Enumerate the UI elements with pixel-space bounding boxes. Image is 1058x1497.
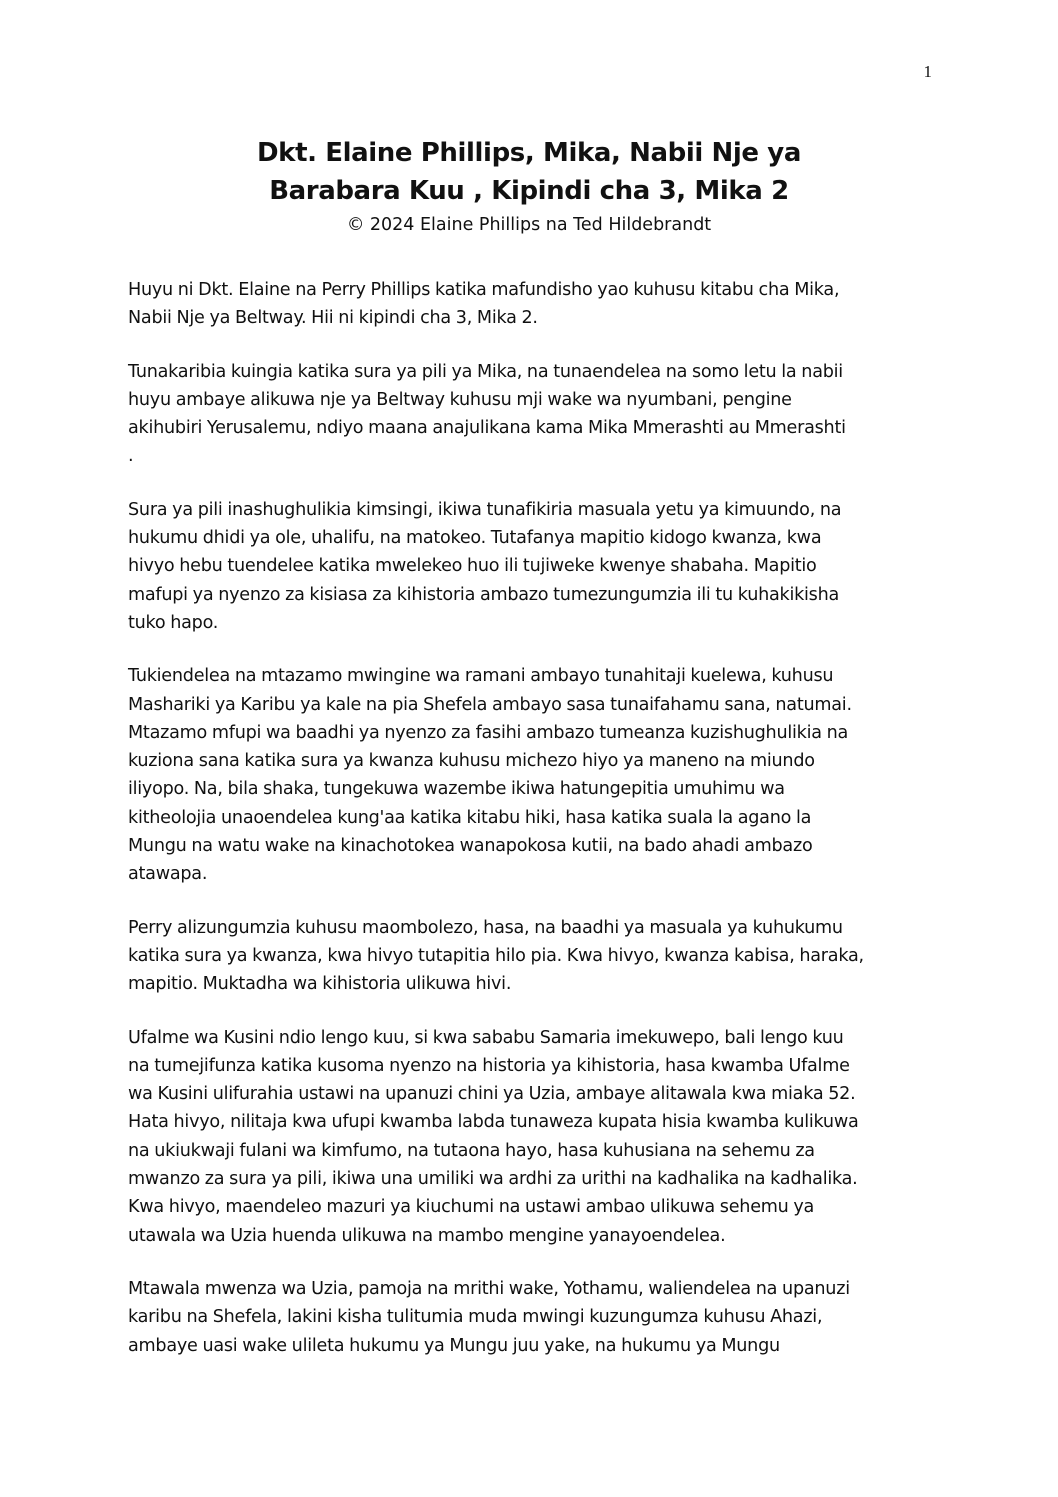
text-line: huyu ambaye alikuwa nje ya Beltway kuhusu mji wake wa nyumbani, pengine bbox=[128, 389, 792, 410]
text-line: akihubiri Yerusalemu, ndiyo maana anajulikana kama Mika Mmerashti au Mmerashti bbox=[128, 418, 846, 439]
text-line: mwanzo za sura ya pili, ikiwa una umiliki wa ardhi za urithi na kadhalika na kadhalika. bbox=[128, 1169, 858, 1190]
text-line: mapitio. Muktadha wa kihistoria ulikuwa hivi. bbox=[128, 974, 512, 995]
text-line: mafupi ya nyenzo za kisiasa za kihistoria ambazo tumezungumzia ili tu kuhakikisha bbox=[128, 584, 840, 605]
text-line: atawapa. bbox=[128, 864, 208, 885]
text-line: Mashariki ya Karibu ya kale na pia Shefela ambayo sasa tunaifahamu sana, natumai. bbox=[128, 694, 852, 715]
paragraph-intro bbox=[128, 276, 938, 333]
text-line: Nabii Nje ya Beltway. Hii ni kipindi cha 3, Mika 2. bbox=[128, 308, 538, 329]
document-title bbox=[128, 134, 930, 210]
text-line: Sura ya pili inashughulikia kimsingi, ikiwa tunafikiria masuala yetu ya kimuundo, na bbox=[128, 499, 842, 520]
text-line: Ufalme wa Kusini ndio lengo kuu, si kwa sababu Samaria imekuwepo, bali lengo kuu bbox=[128, 1027, 844, 1048]
text-line: Tunakaribia kuingia katika sura ya pili ya Mika, na tunaendelea na somo letu la nabii bbox=[128, 361, 843, 382]
paragraph bbox=[128, 1024, 938, 1250]
text-line: Hata hivyo, nilitaja kwa ufupi kwamba labda tunaweza kupata hisia kwamba kulikuwa bbox=[128, 1112, 859, 1133]
text-line: Mtazamo mfupi wa baadhi ya nyenzo za fasihi ambazo tumeanza kuzishughulikia na bbox=[128, 722, 849, 743]
text-line: utawala wa Uzia huenda ulikuwa na mambo mengine yanayoendelea. bbox=[128, 1225, 726, 1246]
paragraph bbox=[128, 358, 938, 471]
text-line: na tumejifunza katika kusoma nyenzo na historia ya kihistoria, hasa kwamba Ufalme bbox=[128, 1055, 850, 1076]
paragraph bbox=[128, 662, 938, 888]
paragraph bbox=[128, 496, 938, 637]
text-line: karibu na Shefela, lakini kisha tulitumia muda mwingi kuzungumza kuhusu Ahazi, bbox=[128, 1307, 823, 1328]
text-line: Tukiendelea na mtazamo mwingine wa ramani ambayo tunahitaji kuelewa, kuhusu bbox=[128, 666, 834, 687]
document-body bbox=[128, 276, 938, 1385]
text-line: Perry alizungumzia kuhusu maombolezo, hasa, na baadhi ya masuala ya kuhukumu bbox=[128, 917, 843, 938]
page-number: 1 bbox=[923, 62, 932, 81]
text-line: kuziona sana katika sura ya kwanza kuhusu michezo hiyo ya maneno na miundo bbox=[128, 751, 815, 772]
title-line: Dkt. Elaine Phillips, Mika, Nabii Nje ya bbox=[257, 138, 801, 168]
copyright-notice: © 2024 Elaine Phillips na Ted Hildebrandt bbox=[346, 215, 712, 235]
text-line: Mungu na watu wake na kinachotokea wanapokosa kutii, na bado ahadi ambazo bbox=[128, 836, 813, 857]
text-line: Kwa hivyo, maendeleo mazuri ya kiuchumi na ustawi ambao ulikuwa sehemu ya bbox=[128, 1197, 815, 1218]
text-line: . bbox=[128, 446, 134, 467]
text-line: wa Kusini ulifurahia ustawi na upanuzi chini ya Uzia, ambaye alitawala kwa miaka 52. bbox=[128, 1084, 856, 1105]
text-line: Huyu ni Dkt. Elaine na Perry Phillips katika mafundisho yao kuhusu kitabu cha Mika, bbox=[128, 280, 840, 300]
text-line: ambaye uasi wake ulileta hukumu ya Mungu juu yake, na hukumu ya Mungu bbox=[128, 1335, 780, 1356]
text-line: na ukiukwaji fulani wa kimfumo, na tutaona hayo, hasa kuhusiana na sehemu za bbox=[128, 1140, 815, 1161]
text-line: kitheolojia unaoendelea kung'aa katika kitabu hiki, hasa katika suala la agano la bbox=[128, 807, 812, 828]
document-header bbox=[128, 134, 930, 237]
paragraph bbox=[128, 914, 938, 999]
paragraph bbox=[128, 1275, 938, 1360]
text-line: tuko hapo. bbox=[128, 612, 219, 633]
text-line: iliyopo. Na, bila shaka, tungekuwa wazembe ikiwa hatungepitia umuhimu wa bbox=[128, 779, 785, 800]
text-line: Mtawala mwenza wa Uzia, pamoja na mrithi wake, Yothamu, waliendelea na upanuzi bbox=[128, 1278, 850, 1299]
text-line: hukumu dhidi ya ole, uhalifu, na matokeo. Tutafanya mapitio kidogo kwanza, kwa bbox=[128, 528, 822, 549]
title-line: Barabara Kuu , Kipindi cha 3, Mika 2 bbox=[269, 176, 789, 206]
text-line: katika sura ya kwanza, kwa hivyo tutapitia hilo pia. Kwa hivyo, kwanza kabisa, haraka, bbox=[128, 945, 864, 966]
text-line: hivyo hebu tuendelee katika mwelekeo huo ili tujiweke kwenye shabaha. Mapitio bbox=[128, 556, 817, 577]
